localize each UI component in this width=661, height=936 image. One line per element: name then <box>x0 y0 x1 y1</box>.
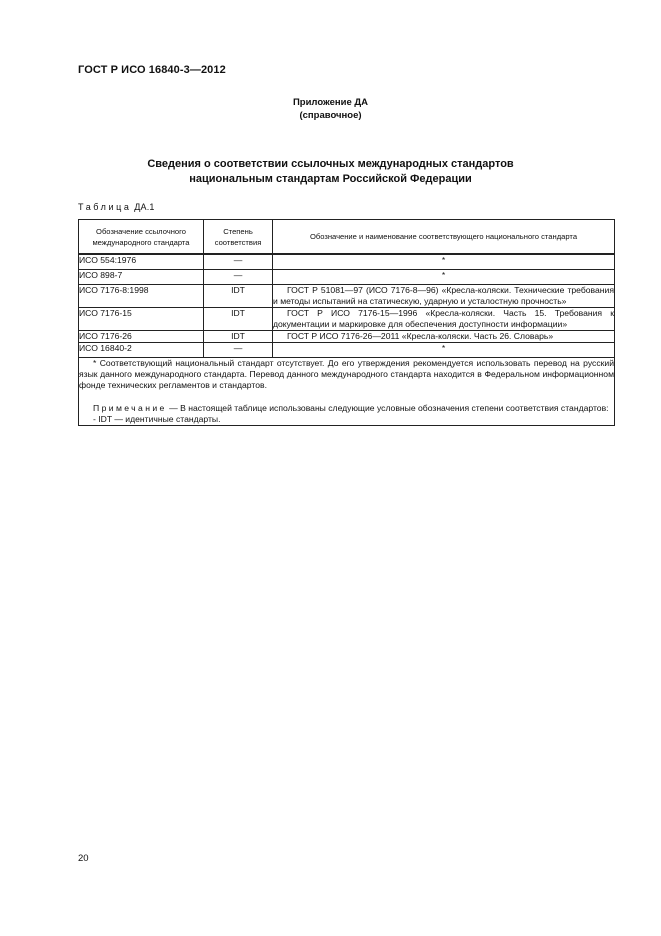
table-row <box>79 331 615 343</box>
row-national: * <box>273 270 615 285</box>
annex-subtitle: (справочное) <box>299 110 362 121</box>
row-code: ИСО 7176-15 <box>79 308 204 331</box>
row-degree: — <box>204 254 273 270</box>
page-number: 20 <box>78 853 89 864</box>
row-national: * <box>273 254 615 270</box>
table-caption <box>78 202 155 212</box>
note-paragraph <box>79 403 614 414</box>
annex-heading <box>0 96 661 122</box>
row-degree: IDT <box>204 285 273 308</box>
table-caption-prefix: Таблица <box>78 202 132 212</box>
note-label: Примечание <box>93 402 167 413</box>
row-code: ИСО 7176-8:1998 <box>79 285 204 308</box>
section-title <box>0 157 661 187</box>
table-row <box>79 270 615 285</box>
row-code: ИСО 898-7 <box>79 270 204 285</box>
note-text: — В настоящей таблице использованы следующие условные обозначения степени соответствия стандартов: <box>166 402 609 413</box>
row-code: ИСО 554:1976 <box>79 254 204 270</box>
annex-title: Приложение ДА <box>292 97 369 108</box>
table-row <box>79 308 615 331</box>
correspondence-table <box>78 219 615 426</box>
footnote-text: * Соответствующий национальный стандарт отсутствует. До его утверждения рекомендуется использовать перевод на русский язык данного международного стандарта. Перевод данного международного стандарта находится в Федеральном информационном фонде технических регламентов и стандартов. <box>79 358 614 391</box>
row-degree: — <box>204 343 273 358</box>
row-degree: — <box>204 270 273 285</box>
document-code-header: ГОСТ Р ИСО 16840-3—2012 <box>78 64 226 76</box>
table-notes <box>79 358 615 426</box>
row-national: * <box>273 343 615 358</box>
section-title-line-1: Сведения о соответствии ссылочных международных стандартов <box>147 158 514 170</box>
row-national: ГОСТ Р ИСО 7176-15—1996 «Кресла-коляски. Часть 15. Требования к документации и маркировке для обеспечения доступности информации» <box>273 308 614 329</box>
header-national-standard: Обозначение и наименование соответствующего национального стандарта <box>273 220 615 255</box>
header-degree: Степень соответствия <box>204 220 273 255</box>
header-international-standard: Обозначение ссылочного международного стандарта <box>79 220 204 255</box>
row-degree: IDT <box>204 331 273 343</box>
row-degree: IDT <box>204 308 273 331</box>
table-row <box>79 343 615 358</box>
table-notes-row <box>79 358 615 426</box>
table-row <box>79 254 615 270</box>
table-row <box>79 285 615 308</box>
row-code: ИСО 16840-2 <box>79 343 204 358</box>
row-national: ГОСТ Р 51081—97 (ИСО 7176-8—96) «Кресла-коляски. Технические требования и методы испытаний на статическую, ударную и усталостную прочность» <box>273 285 614 306</box>
row-code: ИСО 7176-26 <box>79 331 204 343</box>
row-national: ГОСТ Р ИСО 7176-26—2011 «Кресла-коляски. Часть 26. Словарь» <box>273 331 615 343</box>
note-item: - IDT — идентичные стандарты. <box>93 413 221 424</box>
section-title-line-2: национальным стандартам Российской Федерации <box>189 173 472 185</box>
table-header-row <box>79 220 615 255</box>
table-caption-number: ДА.1 <box>134 202 155 212</box>
